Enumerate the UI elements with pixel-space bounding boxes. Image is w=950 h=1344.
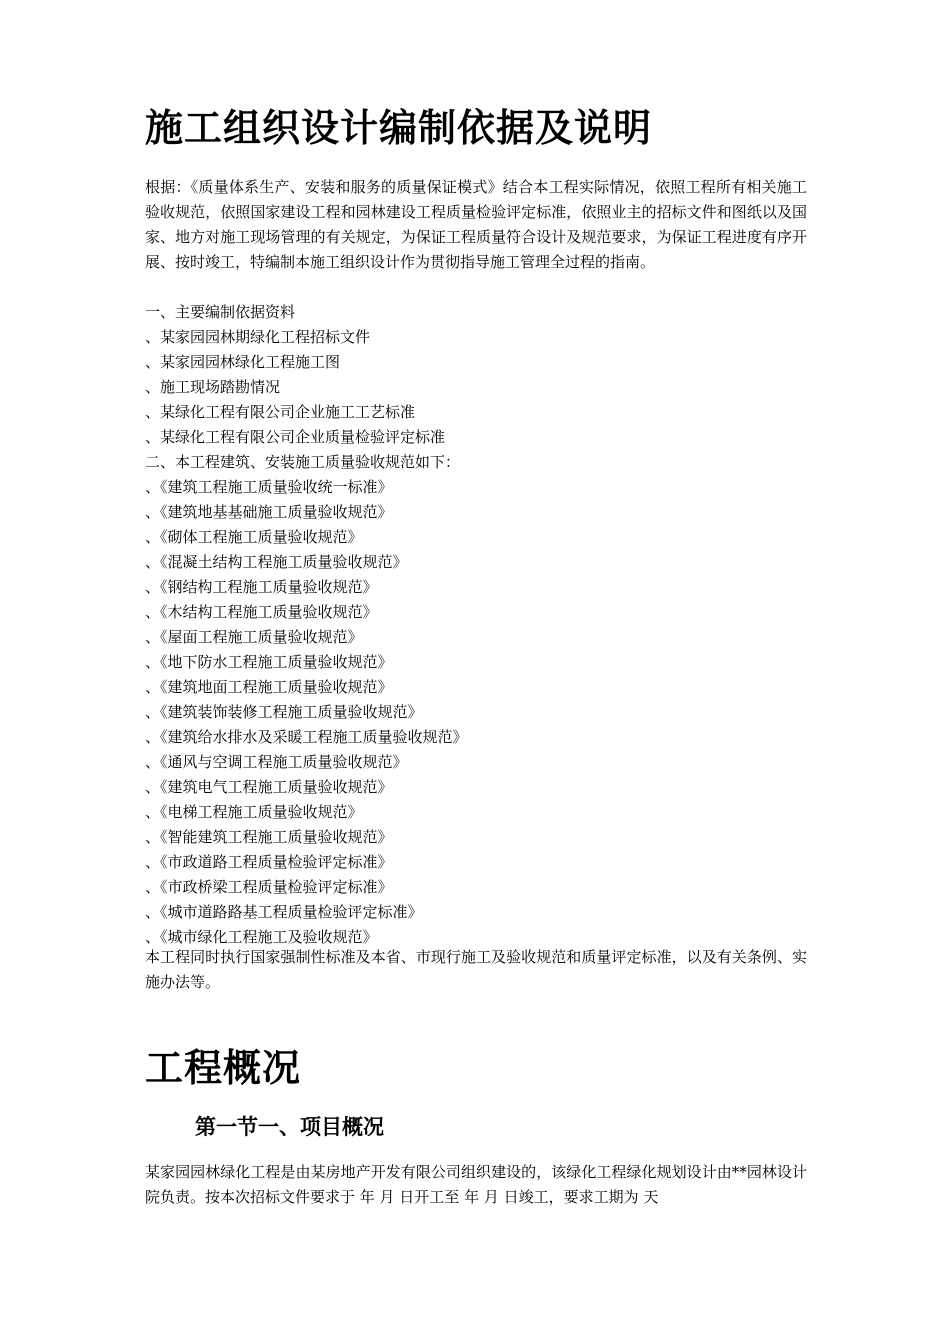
list-item: 、《钢结构工程施工质量验收规范》	[145, 578, 378, 596]
list-item: 一、主要编制依据资料	[145, 303, 296, 321]
list-item: 、《木结构工程施工质量验收规范》	[145, 603, 378, 621]
list-item: 、《城市绿化工程施工及验收规范》	[145, 928, 378, 946]
subsection-heading: 第一节一、项目概况	[195, 1115, 384, 1139]
list-item: 、某绿化工程有限公司企业质量检验评定标准	[145, 428, 446, 446]
list-item: 、《砌体工程施工质量验收规范》	[145, 528, 363, 546]
list-item: 、《建筑地面工程施工质量验收规范》	[145, 678, 393, 696]
list-item: 、某家园园林绿化工程施工图	[145, 353, 341, 371]
basis-list	[145, 300, 807, 950]
list-item: 、《建筑电气工程施工质量验收规范》	[145, 778, 393, 796]
list-item: 、《市政桥梁工程质量检验评定标准》	[145, 878, 393, 896]
list-item: 二、本工程建筑、安装施工质量验收规范如下：	[145, 453, 461, 471]
list-item: 、某绿化工程有限公司企业施工工艺标准	[145, 403, 416, 421]
list-item: 、《通风与空调工程施工质量验收规范》	[145, 753, 408, 771]
list-item: 、《建筑装饰装修工程施工质量验收规范》	[145, 703, 423, 721]
list-item: 、《建筑给水排水及采暖工程施工质量验收规范》	[145, 728, 468, 746]
overview-paragraph: 某家园园林绿化工程是由某房地产开发有限公司组织建设的，该绿化工程绿化规划设计由**园林设计院负责。按本次招标文件要求于 年 月 日开工至 年 月 日竣工，要求工期为 天	[145, 1163, 807, 1206]
closing-paragraph: 本工程同时执行国家强制性标准及本省、市现行施工及验收规范和质量评定标准，以及有关条例、实施办法等。	[145, 948, 807, 991]
intro-paragraph: 根据：《质量体系生产、安装和服务的质量保证模式》结合本工程实际情况，依照工程所有相关施工验收规范，依照国家建设工程和园林建设工程质量检验评定标准，依照业主的招标文件和图纸以及国家、地方对施工现场管理的有关规定，为保证工程质量符合设计及规范要求，为保证工程进度有序开展、按时竣工，特编制本施工组织设计作为贯彻指导施工管理全过程的指南。	[145, 178, 807, 271]
list-item: 、《城市道路路基工程质量检验评定标准》	[145, 903, 423, 921]
list-item: 、《屋面工程施工质量验收规范》	[145, 628, 363, 646]
list-item: 、《地下防水工程施工质量验收规范》	[145, 653, 393, 671]
list-item: 、《智能建筑工程施工质量验收规范》	[145, 828, 393, 846]
section-title-overview: 工程概况	[145, 1045, 302, 1090]
list-item: 、《市政道路工程质量检验评定标准》	[145, 853, 393, 871]
list-item: 、《建筑地基基础施工质量验收规范》	[145, 503, 393, 521]
list-item: 、某家园园林期绿化工程招标文件	[145, 328, 371, 346]
document-title: 施工组织设计编制依据及说明	[145, 105, 653, 150]
list-item: 、《电梯工程施工质量验收规范》	[145, 803, 363, 821]
list-item: 、《建筑工程施工质量验收统一标准》	[145, 478, 393, 496]
list-item: 、《混凝土结构工程施工质量验收规范》	[145, 553, 408, 571]
list-item: 、施工现场踏勘情况	[145, 378, 281, 396]
